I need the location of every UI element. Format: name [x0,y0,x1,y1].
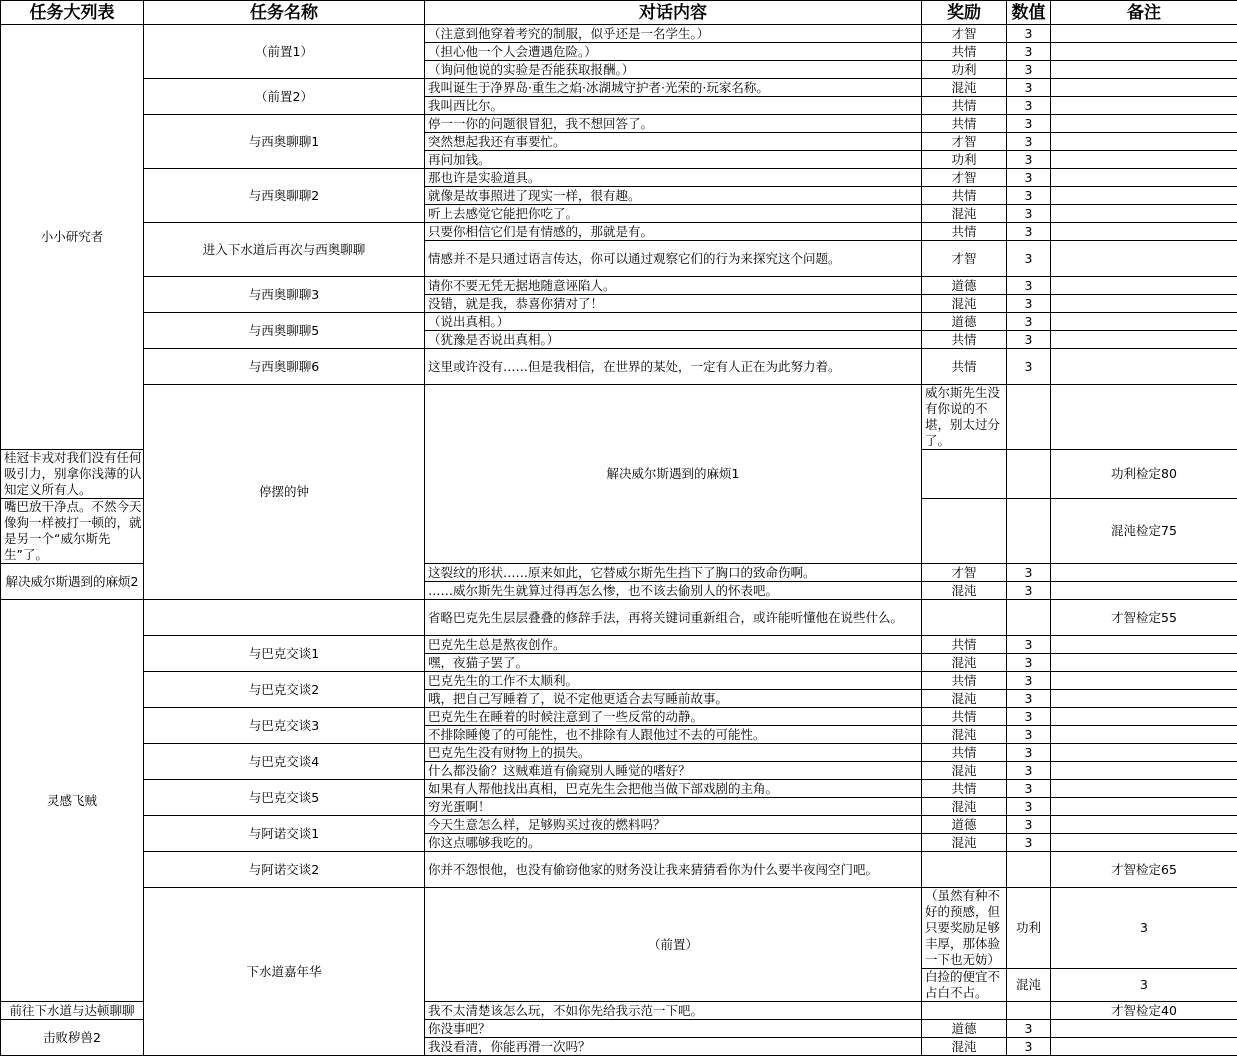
note-cell[interactable] [1051,1020,1237,1038]
value-cell[interactable]: 3 [1007,295,1051,313]
dialog-cell[interactable]: （注意到他穿着考究的制服，似乎还是一名学生。） [425,25,922,43]
task-name-cell[interactable]: 与西奥聊聊6 [144,349,425,385]
value-cell[interactable]: 3 [1007,115,1051,133]
note-cell[interactable]: 才智检定40 [1051,1002,1237,1020]
value-cell[interactable]: 3 [1007,816,1051,834]
note-cell[interactable] [1051,834,1237,852]
dialog-cell[interactable]: 我不太清楚该怎么玩，不如你先给我示范一下吧。 [425,1002,922,1020]
value-cell[interactable]: 3 [1007,97,1051,115]
reward-cell[interactable]: 道德 [922,277,1007,295]
table-row [1,708,1237,726]
reward-cell[interactable]: 共情 [922,672,1007,690]
list-cell[interactable]: 灵感飞贼 [1,600,144,1002]
value-cell[interactable]: 3 [1007,744,1051,762]
value-cell[interactable] [1007,450,1051,499]
table-row [1,169,1237,187]
reward-cell[interactable]: 混沌 [922,690,1007,708]
note-cell[interactable] [1051,1038,1237,1056]
dialog-cell[interactable]: （担心他一个人会遭遇危险。） [425,43,922,61]
note-cell[interactable] [1051,169,1237,187]
value-cell[interactable]: 3 [1007,205,1051,223]
dialog-cell[interactable]: 这里或许没有……但是我相信，在世界的某处，一定有人正在为此努力着。 [425,349,922,385]
reward-cell[interactable]: 混沌 [922,834,1007,852]
reward-cell[interactable]: 才智 [922,133,1007,151]
reward-cell[interactable]: 混沌 [922,798,1007,816]
value-cell[interactable]: 3 [1007,762,1051,780]
reward-cell[interactable]: 才智 [922,564,1007,582]
reward-cell[interactable]: 功利 [922,151,1007,169]
note-cell[interactable] [1051,277,1237,295]
header-list[interactable]: 任务大列表 [1,1,144,25]
reward-cell[interactable]: 共情 [922,744,1007,762]
table-row [1,277,1237,295]
note-cell[interactable] [1051,25,1237,43]
task-name-cell[interactable]: 解决威尔斯遇到的麻烦2 [1,564,144,600]
value-cell[interactable] [1007,499,1051,564]
reward-cell[interactable]: 共情 [922,636,1007,654]
dialog-cell[interactable]: 再问加钱。 [425,151,922,169]
dialog-cell[interactable]: 那也许是实验道具。 [425,169,922,187]
list-cell[interactable]: 小小研究者 [1,25,144,450]
task-name-cell[interactable]: 与阿诺交谈1 [144,816,425,852]
value-cell[interactable] [1007,852,1051,888]
note-cell[interactable] [1051,582,1237,600]
value-cell[interactable]: 3 [1007,313,1051,331]
value-cell[interactable]: 3 [1007,331,1051,349]
task-name-cell[interactable]: 与西奥聊聊3 [144,277,425,313]
dialog-cell[interactable]: 情感并不是只通过语言传达，你可以通过观察它们的行为来探究这个问题。 [425,241,922,277]
task-name-cell[interactable]: 与巴克交谈5 [144,780,425,816]
dialog-cell[interactable]: 请你不要无凭无据地随意诬陷人。 [425,277,922,295]
header-row [1,1,1237,25]
dialog-cell[interactable]: 嘿，夜猫子罢了。 [425,654,922,672]
table-row [1,385,1237,450]
note-cell[interactable] [1051,313,1237,331]
dialog-cell[interactable]: （询问他说的实验是否能获取报酬。） [425,61,922,79]
table-row [1,888,1237,969]
note-cell[interactable] [1051,690,1237,708]
header-value[interactable]: 数值 [1007,1,1051,25]
reward-cell[interactable]: 共情 [922,187,1007,205]
note-cell[interactable]: 功利检定80 [1051,450,1237,499]
note-cell[interactable] [1051,241,1237,277]
value-cell[interactable] [1007,1002,1051,1020]
reward-cell[interactable]: 才智 [922,25,1007,43]
value-cell[interactable]: 3 [1007,43,1051,61]
reward-cell[interactable]: 道德 [922,816,1007,834]
value-cell[interactable]: 3 [1007,564,1051,582]
reward-cell[interactable]: 功利 [1007,888,1051,969]
value-cell[interactable]: 3 [1007,582,1051,600]
task-name-cell[interactable]: 与西奥聊聊5 [144,313,425,349]
reward-cell[interactable]: 混沌 [1007,969,1051,1002]
note-cell[interactable] [1051,61,1237,79]
task-name-cell[interactable]: 与阿诺交谈2 [144,852,425,888]
dialog-cell[interactable]: ……威尔斯先生就算过得再怎么惨，也不该去偷别人的怀表吧。 [425,582,922,600]
table-body [1,25,1237,1056]
value-cell[interactable]: 3 [1051,888,1237,969]
dialog-cell[interactable]: 省略巴克先生层层叠叠的修辞手法，再将关键词重新组合，或许能听懂他在说些什么。 [425,600,922,636]
reward-cell[interactable]: 混沌 [922,726,1007,744]
reward-cell[interactable]: 混沌 [922,654,1007,672]
note-cell[interactable] [1051,187,1237,205]
dialog-cell[interactable]: 停一一你的问题很冒犯，我不想回答了。 [425,115,922,133]
dialog-cell[interactable]: 你这点哪够我吃的。 [425,834,922,852]
table-row [1,816,1237,834]
value-cell[interactable] [1051,385,1237,450]
reward-cell[interactable] [922,600,1007,636]
table-row [1,780,1237,798]
value-cell[interactable]: 3 [1007,1038,1051,1056]
table-row [1,744,1237,762]
note-cell[interactable]: 才智检定65 [1051,852,1237,888]
note-cell[interactable] [1051,780,1237,798]
header-dialog[interactable]: 对话内容 [425,1,922,25]
dialog-cell[interactable]: 听上去感觉它能把你吃了。 [425,205,922,223]
reward-cell[interactable]: 混沌 [922,1038,1007,1056]
note-cell[interactable] [1051,708,1237,726]
note-cell[interactable] [1051,97,1237,115]
task-name-cell[interactable] [144,600,425,636]
reward-cell[interactable] [1007,385,1051,450]
value-cell[interactable]: 3 [1051,969,1237,1002]
task-name-cell[interactable]: （前置1） [144,25,425,79]
note-cell[interactable] [1051,331,1237,349]
reward-cell[interactable] [922,852,1007,888]
reward-cell[interactable]: 共情 [922,223,1007,241]
dialog-cell[interactable]: 白捡的便宜不占白不占。 [922,969,1007,1002]
note-cell[interactable] [1051,798,1237,816]
note-cell[interactable] [1051,79,1237,97]
reward-cell[interactable]: 共情 [922,43,1007,61]
task-name-cell[interactable]: （前置2） [144,79,425,115]
table-row [1,223,1237,241]
reward-cell[interactable]: 共情 [922,115,1007,133]
dialog-cell[interactable]: 巴克先生的工作不太顺利。 [425,672,922,690]
task-name-cell[interactable]: 与巴克交谈1 [144,636,425,672]
reward-cell[interactable]: 才智 [922,169,1007,187]
value-cell[interactable]: 3 [1007,241,1051,277]
note-cell[interactable] [1051,151,1237,169]
table-row [1,349,1237,385]
value-cell[interactable]: 3 [1007,79,1051,97]
dialog-cell[interactable]: 桂冠卡戎对我们没有任何吸引力，别拿你浅薄的认知定义所有人。 [1,450,144,499]
dialog-cell[interactable]: 威尔斯先生没有你说的不堪，别太过分了。 [922,385,1007,450]
dialog-cell[interactable]: 今天生意怎么样，足够购买过夜的燃料吗？ [425,816,922,834]
dialog-cell[interactable]: 巴克先生总是熬夜创作。 [425,636,922,654]
note-cell[interactable] [1051,43,1237,61]
task-name-cell[interactable]: 进入下水道后再次与西奥聊聊 [144,223,425,277]
value-cell[interactable]: 3 [1007,798,1051,816]
table-row [1,25,1237,43]
reward-cell[interactable]: 共情 [922,780,1007,798]
value-cell[interactable]: 3 [1007,223,1051,241]
note-cell[interactable]: 混沌检定75 [1051,499,1237,564]
value-cell[interactable] [1007,600,1051,636]
dialog-cell[interactable]: （说出真相。） [425,313,922,331]
task-name-cell[interactable]: （前置） [425,888,922,1002]
task-name-cell[interactable]: 与巴克交谈4 [144,744,425,780]
dialog-cell[interactable]: 没错，就是我，恭喜你猜对了！ [425,295,922,313]
value-cell[interactable]: 3 [1007,133,1051,151]
value-cell[interactable]: 3 [1007,726,1051,744]
list-cell[interactable]: 下水道嘉年华 [144,888,425,1056]
note-cell[interactable] [1051,115,1237,133]
dialog-cell[interactable]: 突然想起我还有事要忙。 [425,133,922,151]
note-cell[interactable] [1051,726,1237,744]
task-name-cell[interactable]: 与西奥聊聊1 [144,115,425,169]
table-row [1,852,1237,888]
value-cell[interactable]: 3 [1007,672,1051,690]
reward-cell[interactable] [922,1002,1007,1020]
note-cell[interactable] [1051,295,1237,313]
reward-cell[interactable]: 混沌 [922,79,1007,97]
dialog-cell[interactable]: 这裂纹的形状……原来如此，它替威尔斯先生挡下了胸口的致命伤啊。 [425,564,922,582]
dialog-cell[interactable]: 不排除睡傻了的可能性，也不排除有人跟他过不去的可能性。 [425,726,922,744]
note-cell[interactable]: 才智检定55 [1051,600,1237,636]
reward-cell[interactable]: 混沌 [922,295,1007,313]
task-name-cell[interactable]: 与巴克交谈3 [144,708,425,744]
dialog-cell[interactable]: 巴克先生没有财物上的损失。 [425,744,922,762]
reward-cell[interactable]: 共情 [922,97,1007,115]
table-row [1,636,1237,654]
dialog-cell[interactable]: 什么都没偷？这贼难道有偷窥别人睡觉的嗜好？ [425,762,922,780]
value-cell[interactable]: 3 [1007,654,1051,672]
reward-cell[interactable]: 功利 [922,61,1007,79]
note-cell[interactable] [1051,349,1237,385]
reward-cell[interactable]: 道德 [922,313,1007,331]
value-cell[interactable]: 3 [1007,708,1051,726]
note-cell[interactable] [1051,223,1237,241]
note-cell[interactable] [1051,205,1237,223]
table-row [1,600,1237,636]
dialog-cell[interactable]: 嘴巴放干净点。不然今天像狗一样被打一顿的，就是另一个“威尔斯先生”了。 [1,499,144,564]
reward-cell[interactable]: 道德 [922,1020,1007,1038]
note-cell[interactable] [1051,133,1237,151]
task-name-cell[interactable]: 与巴克交谈2 [144,672,425,708]
task-name-cell[interactable]: 前往下水道与达顿聊聊 [1,1002,144,1020]
value-cell[interactable]: 3 [1007,187,1051,205]
value-cell[interactable]: 3 [1007,169,1051,187]
note-cell[interactable] [1051,762,1237,780]
table-row [1,672,1237,690]
dialog-cell[interactable]: 我叫西比尔。 [425,97,922,115]
value-cell[interactable]: 3 [1007,1020,1051,1038]
table-row [1,313,1237,331]
header-task[interactable]: 任务名称 [144,1,425,25]
reward-cell[interactable] [922,499,1007,564]
dialog-cell[interactable]: （虽然有种不好的预感，但只要奖励足够丰厚，那体验一下也无妨） [922,888,1007,969]
note-cell[interactable] [1051,744,1237,762]
dialog-cell[interactable]: （犹豫是否说出真相。） [425,331,922,349]
table-row [1,79,1237,97]
value-cell[interactable]: 3 [1007,636,1051,654]
task-name-cell[interactable]: 解决威尔斯遇到的麻烦1 [425,385,922,564]
reward-cell[interactable]: 才智 [922,241,1007,277]
value-cell[interactable]: 3 [1007,61,1051,79]
value-cell[interactable]: 3 [1007,151,1051,169]
list-cell[interactable]: 停摆的钟 [144,385,425,600]
task-name-cell[interactable]: 与西奥聊聊2 [144,169,425,223]
header-reward[interactable]: 奖励 [922,1,1007,25]
note-cell[interactable] [1051,816,1237,834]
value-cell[interactable]: 3 [1007,25,1051,43]
reward-cell[interactable]: 共情 [922,708,1007,726]
dialog-cell[interactable]: 我没看清，你能再滑一次吗？ [425,1038,922,1056]
value-cell[interactable]: 3 [1007,834,1051,852]
reward-cell[interactable]: 混沌 [922,205,1007,223]
note-cell[interactable] [1051,672,1237,690]
value-cell[interactable]: 3 [1007,690,1051,708]
table-row [1,115,1237,133]
dialog-cell[interactable]: 如果有人帮他找出真相，巴克先生会把他当做下部戏剧的主角。 [425,780,922,798]
reward-cell[interactable]: 混沌 [922,582,1007,600]
note-cell[interactable] [1051,564,1237,582]
note-cell[interactable] [1051,636,1237,654]
value-cell[interactable]: 3 [1007,277,1051,295]
value-cell[interactable]: 3 [1007,780,1051,798]
value-cell[interactable]: 3 [1007,349,1051,385]
reward-cell[interactable] [922,450,1007,499]
task-name-cell[interactable]: 击败秽兽2 [1,1020,144,1056]
dialog-cell[interactable]: 穷光蛋啊！ [425,798,922,816]
dialog-cell[interactable]: 只要你相信它们是有情感的，那就是有。 [425,223,922,241]
header-note[interactable]: 备注 [1051,1,1237,25]
reward-cell[interactable]: 共情 [922,331,1007,349]
dialog-cell[interactable]: 就像是故事照进了现实一样，很有趣。 [425,187,922,205]
reward-cell[interactable]: 共情 [922,349,1007,385]
dialog-cell[interactable]: 你并不怨恨他，也没有偷窃他家的财务没让我来猜猜看你为什么要半夜闯空门吧。 [425,852,922,888]
reward-cell[interactable]: 混沌 [922,762,1007,780]
note-cell[interactable] [1051,654,1237,672]
dialog-cell[interactable]: 我叫诞生于净界岛·重生之焰·冰湖城守护者·光荣的·玩家名称。 [425,79,922,97]
dialog-cell[interactable]: 哦，把自己写睡着了，说不定他更适合去写睡前故事。 [425,690,922,708]
dialog-cell[interactable]: 你没事吧？ [425,1020,922,1038]
dialog-cell[interactable]: 巴克先生在睡着的时候注意到了一些反常的动静。 [425,708,922,726]
